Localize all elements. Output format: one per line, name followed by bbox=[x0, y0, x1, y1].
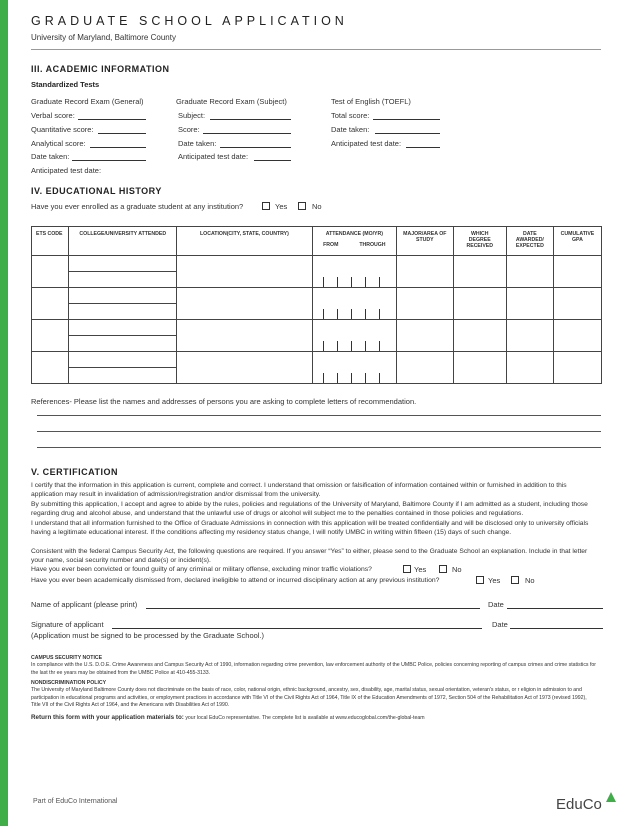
analytical-score-field[interactable] bbox=[90, 147, 146, 148]
col-ets-code: ETS CODE bbox=[32, 227, 69, 256]
major-cell[interactable] bbox=[397, 288, 454, 320]
criminal-no-label: No bbox=[452, 565, 462, 574]
header-divider bbox=[31, 49, 601, 50]
major-cell[interactable] bbox=[397, 320, 454, 352]
college-cell[interactable] bbox=[69, 288, 177, 320]
enrolled-yes-label: Yes bbox=[275, 202, 288, 211]
gpa-cell[interactable] bbox=[553, 256, 601, 288]
academic-heading: III. ACADEMIC INFORMATION bbox=[31, 64, 170, 74]
gre-subject-title: Graduate Record Exam (Subject) bbox=[176, 97, 287, 106]
toefl-total-label: Total score: bbox=[331, 111, 370, 120]
date-cell[interactable] bbox=[506, 288, 553, 320]
enrolled-question: Have you ever enrolled as a graduate student at any institution? bbox=[31, 202, 244, 211]
gpa-cell[interactable] bbox=[553, 320, 601, 352]
col-from: FROM bbox=[323, 242, 339, 248]
location-cell[interactable] bbox=[177, 352, 313, 384]
toefl-title: Test of English (TOEFL) bbox=[331, 97, 411, 106]
footer-text: Part of EduCo International bbox=[33, 798, 118, 805]
dismissal-question: Have you ever been academically dismissed from, declared ineligible to attend or incurred disciplinary action at any previous institution? bbox=[31, 577, 440, 584]
quantitative-score-field[interactable] bbox=[98, 133, 146, 134]
subject-label: Subject: bbox=[178, 111, 206, 120]
col-gpa: CUMULATIVE GPA bbox=[553, 227, 601, 256]
signature-date-field[interactable] bbox=[510, 628, 603, 629]
toefl-date-field[interactable] bbox=[375, 133, 440, 134]
signature-field[interactable] bbox=[112, 628, 482, 629]
college-cell[interactable] bbox=[69, 256, 177, 288]
subject-field[interactable] bbox=[210, 119, 291, 120]
gpa-cell[interactable] bbox=[553, 352, 601, 384]
gre-general-anticipated-label: Anticipated test date: bbox=[31, 166, 102, 175]
attendance-cell[interactable] bbox=[312, 256, 396, 288]
certification-paragraph-2: By submitting this application, I accept and agree to abide by the rules, policies and regulations of the University of Maryland, Baltimore County if I am admitted as a student, including those regarding drug and alcohol abuse, and understand that the unlawful use of drugs or alcohol will subject me to the penalties contained in those policies and regulations. bbox=[31, 501, 588, 517]
return-instruction bbox=[31, 714, 425, 721]
educational-heading: IV. EDUCATIONAL HISTORY bbox=[31, 186, 162, 196]
enrolled-yes-checkbox[interactable] bbox=[262, 202, 270, 210]
nondiscrimination-title: NONDISCRIMINATION POLICY bbox=[31, 680, 107, 686]
date-cell[interactable] bbox=[506, 256, 553, 288]
name-date-label: Date bbox=[488, 600, 504, 609]
educo-logo-mark-icon bbox=[604, 790, 618, 804]
col-attendance-label: ATTENDANCE (MO/YR) bbox=[325, 231, 383, 237]
enrolled-no-checkbox[interactable] bbox=[298, 202, 306, 210]
subject-score-field[interactable] bbox=[203, 133, 291, 134]
applicant-name-label: Name of applicant (please print) bbox=[31, 600, 138, 609]
gre-general-title: Graduate Record Exam (General) bbox=[31, 97, 144, 106]
name-date-field[interactable] bbox=[507, 608, 603, 609]
reference-line-1[interactable] bbox=[37, 415, 601, 416]
applicant-name-field[interactable] bbox=[146, 608, 480, 609]
gre-subject-anticipated-label: Anticipated test date: bbox=[178, 152, 249, 161]
page-subtitle: University of Maryland, Baltimore County bbox=[31, 33, 176, 42]
dismissal-no-label: No bbox=[525, 576, 535, 585]
col-location: LOCATION(CITY, STATE, COUNTRY) bbox=[177, 227, 313, 256]
location-cell[interactable] bbox=[177, 288, 313, 320]
signature-label: Signature of applicant bbox=[31, 620, 104, 629]
col-college: COLLEGE/UNIVERSITY ATTENDED bbox=[69, 227, 177, 256]
gre-general-date-label: Date taken: bbox=[31, 152, 70, 161]
attendance-cell[interactable] bbox=[312, 320, 396, 352]
educo-logo-text: EduCo bbox=[556, 796, 602, 813]
certification-paragraph-3: I understand that all information furnished to the Office of Graduate Admissions in connection with this application will be treated confidentially and will be disclosed only to university officials having a legitimate educational interest. If the conditions affecting my residency status change, I will notify UMBC in writing within fifteen (15) days of such change. bbox=[31, 520, 589, 536]
col-degree: WHICH DEGREE RECEIVED bbox=[453, 227, 506, 256]
dismissal-yes-checkbox[interactable] bbox=[476, 576, 484, 584]
subject-score-label: Score: bbox=[178, 125, 200, 134]
signature-note: (Application must be signed to be processed by the Graduate School.) bbox=[31, 631, 265, 640]
col-attendance bbox=[312, 227, 396, 256]
ets-cell[interactable] bbox=[32, 256, 69, 288]
gre-subject-date-label: Date taken: bbox=[178, 139, 217, 148]
signature-date-label: Date bbox=[492, 620, 508, 629]
table-row[interactable] bbox=[32, 288, 602, 320]
toefl-anticipated-field[interactable] bbox=[406, 147, 440, 148]
campus-security-title: CAMPUS SECURITY NOTICE bbox=[31, 655, 103, 661]
col-date-awarded: DATE AWARDED/ EXPECTED bbox=[506, 227, 553, 256]
location-cell[interactable] bbox=[177, 320, 313, 352]
major-cell[interactable] bbox=[397, 352, 454, 384]
date-cell[interactable] bbox=[506, 352, 553, 384]
criminal-offense-question: Have you ever been convicted or found guilty of any criminal or military offense, excluding minor traffic violations? bbox=[31, 566, 372, 573]
degree-cell[interactable] bbox=[453, 256, 506, 288]
reference-line-2[interactable] bbox=[37, 431, 601, 432]
degree-cell[interactable] bbox=[453, 352, 506, 384]
criminal-yes-checkbox[interactable] bbox=[403, 565, 411, 573]
nondiscrimination-text: The University of Maryland Baltimore County does not discriminate on the basis of race, color, national origin, ethnic background, ancestry, sex, disability, age, marital status, sexual orientation, veteran's status, or r eligion in admission to and participation in educational programs and activities, or employment practices in accordance with Title VI of the Civil Rights Act of 1964, Title IX of the Education Amendments of 1972, Section 504 of the Rehabilitation Act of 1973 (revised 1992), Title VII of the Civil Rights Act of 1964, and the Americans with Disabilities Act of 1990. bbox=[31, 687, 587, 708]
certification-heading: V. CERTIFICATION bbox=[31, 467, 119, 477]
major-cell[interactable] bbox=[397, 256, 454, 288]
college-cell[interactable] bbox=[69, 320, 177, 352]
return-instruction-text: your local EduCo representative. The complete list is available at www.educoglobal.com/the-global-team bbox=[183, 715, 425, 721]
table-row[interactable] bbox=[32, 352, 602, 384]
campus-security-question-intro: Consistent with the federal Campus Security Act, the following questions are required. If you answer “Yes” to either, please send to the Graduate School an explanation. Include in that letter your name, social security number and date(s) or incident(s). bbox=[31, 548, 588, 564]
attendance-cell[interactable] bbox=[312, 288, 396, 320]
page-title: GRADUATE SCHOOL APPLICATION bbox=[31, 14, 348, 28]
attendance-cell[interactable] bbox=[312, 352, 396, 384]
col-major: MAJOR/AREA OF STUDY bbox=[397, 227, 454, 256]
table-row[interactable] bbox=[32, 320, 602, 352]
educo-logo bbox=[556, 796, 602, 813]
criminal-yes-label: Yes bbox=[414, 565, 427, 574]
verbal-score-label: Verbal score: bbox=[31, 111, 75, 120]
reference-line-3[interactable] bbox=[37, 447, 601, 448]
date-cell[interactable] bbox=[506, 320, 553, 352]
enrolled-no-label: No bbox=[312, 202, 322, 211]
dismissal-no-checkbox[interactable] bbox=[511, 576, 519, 584]
location-cell[interactable] bbox=[177, 256, 313, 288]
certification-paragraph-1: I certify that the information in this application is current, complete and correct. I understand that omission or falsification of information contained within or furnished in addition to this application may result in invalidation of admission/registration and/or dismissal from the university. bbox=[31, 482, 567, 498]
return-instruction-bold: Return this form with your application materials to: bbox=[31, 714, 184, 721]
ets-cell[interactable] bbox=[32, 352, 69, 384]
table-header-row bbox=[32, 227, 602, 256]
criminal-no-checkbox[interactable] bbox=[439, 565, 447, 573]
toefl-anticipated-label: Anticipated test date: bbox=[331, 139, 402, 148]
college-cell[interactable] bbox=[69, 352, 177, 384]
verbal-score-field[interactable] bbox=[78, 119, 146, 120]
analytical-score-label: Analytical score: bbox=[31, 139, 86, 148]
campus-security-text: In compliance with the U.S. D.O.E. Crime Awareness and Campus Security Act of 1990, information regarding crime prevention, law enforcement authority of the UMBC Police, policies concerning reporting of campus crimes and crime statistics for the last thr ee years may be obtained from the UMBC Police at 410-455-3133. bbox=[31, 662, 597, 676]
gre-subject-date-field[interactable] bbox=[220, 147, 291, 148]
ets-cell[interactable] bbox=[32, 320, 69, 352]
ets-cell[interactable] bbox=[32, 288, 69, 320]
dismissal-yes-label: Yes bbox=[488, 576, 501, 585]
gpa-cell[interactable] bbox=[553, 288, 601, 320]
gre-general-date-field[interactable] bbox=[72, 160, 146, 161]
degree-cell[interactable] bbox=[453, 320, 506, 352]
col-through: THROUGH bbox=[359, 242, 386, 248]
educational-history-table bbox=[31, 226, 602, 384]
references-instruction: References- Please list the names and addresses of persons you are asking to complete letters of recommendation. bbox=[31, 397, 417, 406]
table-row[interactable] bbox=[32, 256, 602, 288]
gre-subject-anticipated-field[interactable] bbox=[254, 160, 291, 161]
toefl-total-field[interactable] bbox=[373, 119, 440, 120]
degree-cell[interactable] bbox=[453, 288, 506, 320]
standardized-tests-label: Standardized Tests bbox=[31, 80, 100, 89]
quantitative-score-label: Quantitative score: bbox=[31, 125, 94, 134]
green-edge-bar bbox=[0, 0, 8, 826]
toefl-date-label: Date taken: bbox=[331, 125, 370, 134]
